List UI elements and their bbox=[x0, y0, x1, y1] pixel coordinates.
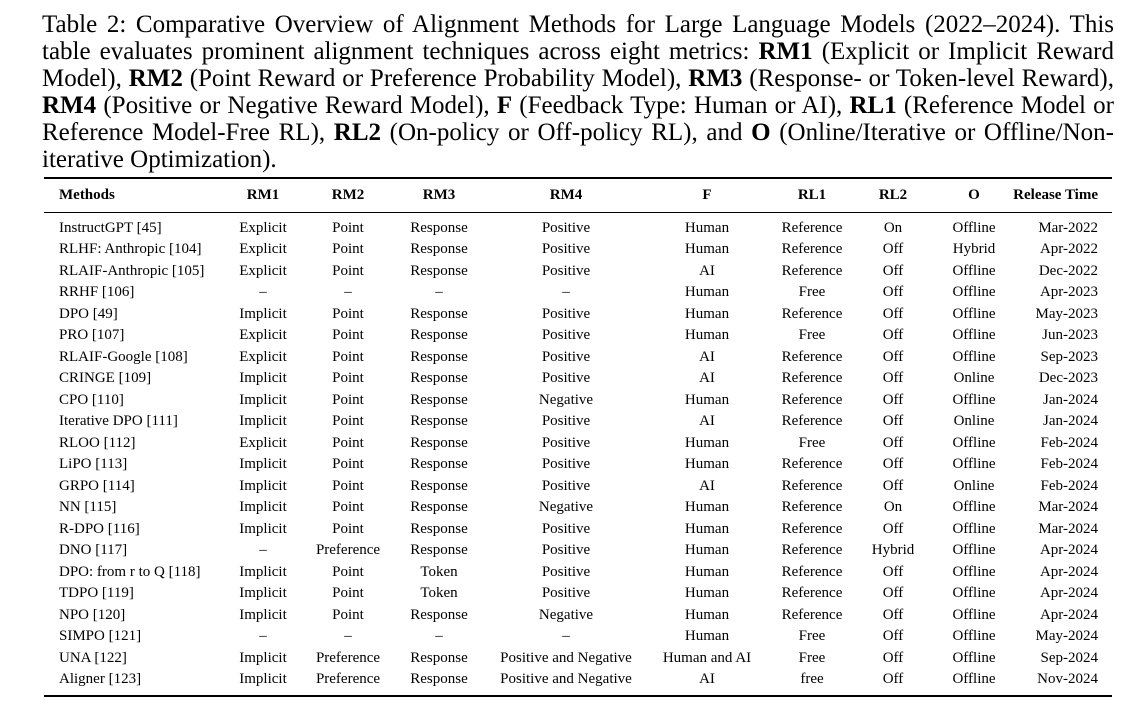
caption-text: (Response- or Token-level Reward), bbox=[742, 65, 1114, 92]
cell-rl2: Off bbox=[882, 585, 904, 601]
cell-rl2: Off bbox=[882, 606, 904, 623]
table-row bbox=[44, 212, 1112, 239]
cell-o: Offline bbox=[952, 456, 996, 472]
cell-rm1: Implicit bbox=[239, 305, 287, 322]
header-release-time: Release Time bbox=[1013, 186, 1098, 203]
header-f: F bbox=[702, 186, 712, 203]
cell-f: Human bbox=[684, 520, 730, 537]
cell-o: Offline bbox=[952, 628, 996, 644]
cell-f: Human bbox=[684, 391, 730, 408]
cell-rm4: Positive bbox=[541, 520, 591, 537]
cell-o: Online bbox=[953, 477, 995, 494]
cell-rm3: Response bbox=[410, 434, 468, 451]
caption-term-rl1: RL1 bbox=[849, 92, 897, 119]
cell-rl2: Off bbox=[882, 284, 904, 300]
cell-rm3: Response bbox=[410, 219, 468, 236]
caption-term-rm1: RM1 bbox=[758, 38, 813, 65]
cell-rl1: Reference bbox=[781, 456, 843, 472]
header-rm2: RM2 bbox=[331, 186, 365, 203]
cell-rm1: Explicit bbox=[239, 348, 287, 365]
cell-o: Offline bbox=[952, 348, 996, 365]
cell-f: AI bbox=[699, 348, 715, 365]
cell-rm2: Point bbox=[332, 606, 364, 623]
cell-rl1: Reference bbox=[781, 477, 843, 494]
cell-release-time: Mar-2022 bbox=[1038, 219, 1098, 236]
caption-text: (Online/Iterative or Offline/Non-iterative Optimization). bbox=[42, 119, 1115, 173]
table-row bbox=[44, 669, 1112, 696]
cell-rm4: Positive bbox=[541, 327, 591, 343]
cell-rl2: Off bbox=[882, 649, 904, 666]
cell-rm4: Positive bbox=[541, 219, 591, 236]
table-row bbox=[44, 519, 1112, 541]
cell-rl2: Off bbox=[882, 671, 904, 687]
cell-rm2: Point bbox=[332, 327, 364, 343]
cell-rm2: Point bbox=[332, 305, 364, 322]
table-row bbox=[44, 368, 1112, 390]
cell-rm1: Explicit bbox=[239, 262, 287, 279]
cell-rm3: Response bbox=[410, 477, 468, 494]
cell-f: Human bbox=[684, 219, 730, 236]
cell-o: Offline bbox=[952, 305, 996, 322]
table-body bbox=[44, 212, 1112, 696]
cell-release-time: Sep-2023 bbox=[1040, 348, 1098, 365]
cell-rm1: Implicit bbox=[239, 413, 287, 429]
cell-rm2: Point bbox=[332, 348, 364, 365]
cell-rm4: Positive bbox=[541, 542, 591, 558]
cell-rm2: – bbox=[344, 284, 352, 300]
cell-rm1: Implicit bbox=[239, 671, 287, 687]
cell-rl1: Reference bbox=[781, 499, 843, 515]
cell-rm1: Explicit bbox=[239, 241, 287, 257]
cell-o: Offline bbox=[952, 649, 996, 666]
caption-label: Table 2: bbox=[42, 11, 127, 38]
cell-rm3: Response bbox=[410, 241, 468, 257]
cell-rm1: Explicit bbox=[239, 434, 287, 451]
table-row bbox=[44, 605, 1112, 627]
cell-rm3: Response bbox=[410, 327, 468, 343]
cell-rm2: Point bbox=[332, 585, 364, 601]
cell-rm2: Point bbox=[332, 477, 364, 494]
comparison-table-container bbox=[44, 177, 1112, 697]
cell-rm4: Positive bbox=[541, 477, 591, 494]
cell-f: Human bbox=[684, 434, 730, 451]
cell-f: AI bbox=[699, 477, 715, 494]
cell-release-time: Jan-2024 bbox=[1043, 413, 1098, 429]
cell-rl2: Off bbox=[882, 563, 904, 580]
cell-o: Offline bbox=[952, 585, 996, 601]
cell-rm4: Negative bbox=[538, 606, 594, 623]
cell-rm1: Implicit bbox=[239, 585, 287, 601]
cell-rm4: Positive bbox=[541, 563, 591, 580]
cell-o: Offline bbox=[952, 606, 996, 623]
cell-release-time: Apr-2024 bbox=[1039, 563, 1098, 580]
cell-rl1: Free bbox=[798, 434, 826, 451]
cell-method: DPO [49] bbox=[59, 305, 118, 322]
table-header-row bbox=[44, 178, 1112, 212]
header-rl1: RL1 bbox=[797, 186, 827, 203]
cell-rm3: Response bbox=[410, 649, 468, 666]
cell-rm3: Token bbox=[420, 563, 458, 580]
table-row bbox=[44, 304, 1112, 326]
cell-release-time: May-2024 bbox=[1035, 628, 1098, 644]
cell-rl1: Reference bbox=[781, 542, 843, 558]
cell-method: RLOO [112] bbox=[59, 434, 136, 451]
cell-rl1: Reference bbox=[781, 606, 843, 623]
cell-f: Human bbox=[684, 284, 730, 300]
cell-rm4: Positive bbox=[541, 262, 591, 279]
cell-rl2: Off bbox=[882, 305, 904, 322]
cell-rm3: Response bbox=[410, 499, 468, 515]
cell-rl1: Reference bbox=[781, 262, 843, 279]
table-row bbox=[44, 282, 1112, 304]
header-rm1: RM1 bbox=[246, 186, 280, 203]
header-rm3: RM3 bbox=[422, 186, 456, 203]
caption-term-rl2: RL2 bbox=[333, 119, 382, 146]
cell-rl1: Free bbox=[798, 628, 826, 644]
cell-rm4: Positive bbox=[541, 348, 591, 365]
cell-o: Offline bbox=[952, 391, 996, 408]
cell-rm2: Preference bbox=[315, 649, 381, 666]
cell-f: AI bbox=[699, 671, 715, 687]
cell-rl1: Reference bbox=[781, 219, 843, 236]
table-row bbox=[44, 497, 1112, 519]
cell-o: Hybrid bbox=[952, 241, 996, 257]
table-row bbox=[44, 261, 1112, 283]
cell-method: Aligner [123] bbox=[59, 671, 142, 687]
cell-f: Human bbox=[684, 305, 730, 322]
cell-rl2: Off bbox=[882, 413, 904, 429]
cell-rm1: Implicit bbox=[239, 391, 287, 408]
cell-rl2: Off bbox=[882, 456, 904, 472]
cell-release-time: Nov-2024 bbox=[1037, 671, 1098, 687]
cell-rm2: Point bbox=[332, 391, 364, 408]
cell-o: Offline bbox=[952, 520, 996, 537]
cell-rm1: Implicit bbox=[239, 456, 287, 472]
cell-rl2: Off bbox=[882, 262, 904, 279]
caption-term-rm4: RM4 bbox=[42, 92, 97, 119]
cell-rm3: Response bbox=[410, 348, 468, 365]
caption-text: Comparative Overview of Alignment Methods for Large Language Models (2022–2024). This table evaluates prominent alignment techniques across eight metrics: bbox=[42, 11, 1114, 65]
cell-rm4: Negative bbox=[538, 499, 594, 515]
cell-rl2: On bbox=[883, 219, 903, 236]
cell-method: LiPO [113] bbox=[59, 456, 128, 472]
cell-rl2: Off bbox=[882, 628, 904, 644]
cell-rm1: Implicit bbox=[239, 649, 287, 666]
header-rm4: RM4 bbox=[549, 186, 583, 203]
cell-release-time: Apr-2024 bbox=[1039, 542, 1098, 558]
cell-rm1: Implicit bbox=[239, 520, 287, 537]
cell-f: Human and AI bbox=[662, 649, 752, 666]
cell-rm4: – bbox=[562, 284, 570, 300]
caption-term-o: O bbox=[751, 119, 771, 146]
cell-rm1: – bbox=[259, 542, 267, 558]
cell-release-time: Mar-2024 bbox=[1038, 499, 1098, 515]
cell-rm2: Point bbox=[332, 456, 364, 472]
cell-rl2: Off bbox=[882, 348, 904, 365]
cell-o: Offline bbox=[952, 327, 996, 343]
cell-o: Offline bbox=[952, 563, 996, 580]
cell-rl2: On bbox=[883, 499, 903, 515]
cell-o: Offline bbox=[952, 671, 996, 687]
cell-method: UNA [122] bbox=[59, 649, 127, 666]
cell-rm4: Positive bbox=[541, 585, 591, 601]
cell-rl1: Reference bbox=[781, 370, 843, 386]
table-row bbox=[44, 540, 1112, 562]
cell-rm4: Positive bbox=[541, 413, 591, 429]
cell-rm1: Implicit bbox=[239, 477, 287, 494]
cell-rm4: Positive bbox=[541, 370, 591, 386]
table-row bbox=[44, 626, 1112, 648]
cell-f: Human bbox=[684, 499, 730, 515]
cell-rm3: Response bbox=[410, 456, 468, 472]
header-methods: Methods bbox=[59, 186, 115, 203]
cell-rm1: Implicit bbox=[239, 499, 287, 515]
cell-rl1: Reference bbox=[781, 413, 843, 429]
cell-rl2: Off bbox=[882, 370, 904, 386]
cell-rm4: Positive bbox=[541, 434, 591, 451]
cell-release-time: Feb-2024 bbox=[1040, 456, 1098, 472]
cell-rm3: Response bbox=[410, 542, 468, 558]
caption-text: (Reference Model or Reference Model-Free RL), bbox=[42, 92, 1114, 146]
cell-f: Human bbox=[684, 563, 730, 580]
comparison-table bbox=[44, 177, 1112, 697]
cell-rm2: Point bbox=[332, 241, 364, 257]
cell-rm4: Positive and Negative bbox=[500, 671, 632, 687]
cell-rm3: Response bbox=[410, 413, 468, 429]
caption-text: (Explicit or Implicit Reward Model), bbox=[42, 38, 1114, 92]
cell-f: Human bbox=[684, 241, 730, 257]
table-row bbox=[44, 648, 1112, 670]
cell-rl2: Off bbox=[882, 241, 904, 257]
cell-rm2: Point bbox=[332, 413, 364, 429]
caption-text: (Positive or Negative Reward Model), bbox=[96, 92, 497, 119]
caption-text: (Point Reward or Preference Probability Model), bbox=[182, 65, 689, 92]
cell-rl1: Free bbox=[798, 327, 826, 343]
cell-f: AI bbox=[699, 262, 715, 279]
cell-rm2: Point bbox=[332, 219, 364, 236]
cell-rm3: Token bbox=[420, 585, 458, 601]
cell-rl1: free bbox=[800, 671, 824, 687]
cell-rm1: Implicit bbox=[239, 606, 287, 623]
cell-rm3: Response bbox=[410, 520, 468, 537]
cell-rl1: Reference bbox=[781, 585, 843, 601]
cell-release-time: Apr-2023 bbox=[1039, 284, 1098, 300]
cell-rl2: Off bbox=[882, 477, 904, 494]
cell-release-time: Feb-2024 bbox=[1040, 434, 1098, 451]
cell-release-time: Dec-2022 bbox=[1038, 262, 1098, 279]
table-row bbox=[44, 583, 1112, 605]
cell-rm3: – bbox=[435, 284, 443, 300]
table-row bbox=[44, 325, 1112, 347]
table-row bbox=[44, 476, 1112, 498]
cell-rm2: Point bbox=[332, 434, 364, 451]
cell-rm2: Point bbox=[332, 499, 364, 515]
table-row bbox=[44, 411, 1112, 433]
cell-rl1: Reference bbox=[781, 391, 843, 408]
cell-release-time: Dec-2023 bbox=[1038, 370, 1098, 386]
caption-text: (On-policy or Off-policy RL), and bbox=[381, 119, 752, 146]
table-row bbox=[44, 454, 1112, 476]
cell-rm4: Positive bbox=[541, 305, 591, 322]
cell-rm1: Explicit bbox=[239, 219, 287, 236]
cell-method: TDPO [119] bbox=[59, 585, 134, 601]
table-row bbox=[44, 347, 1112, 369]
cell-f: Human bbox=[684, 628, 730, 644]
table-row bbox=[44, 562, 1112, 584]
cell-method: DPO: from r to Q [118] bbox=[59, 563, 201, 580]
cell-rm3: Response bbox=[410, 370, 468, 386]
cell-method: R-DPO [116] bbox=[59, 520, 140, 537]
cell-rl1: Reference bbox=[781, 348, 843, 365]
header-rl2: RL2 bbox=[878, 186, 908, 203]
cell-rl2: Off bbox=[882, 520, 904, 537]
cell-rm2: Point bbox=[332, 370, 364, 386]
table-caption bbox=[42, 11, 1114, 173]
cell-method: PRO [107] bbox=[59, 327, 125, 343]
cell-o: Offline bbox=[952, 284, 996, 300]
cell-rl2: Off bbox=[882, 391, 904, 408]
cell-rm2: Point bbox=[332, 262, 364, 279]
cell-rm4: Positive bbox=[541, 241, 591, 257]
cell-rm3: – bbox=[435, 628, 443, 644]
cell-method: SIMPO [121] bbox=[59, 628, 142, 644]
cell-rm2: Preference bbox=[315, 671, 381, 687]
cell-rm4: Positive bbox=[541, 456, 591, 472]
cell-rl1: Reference bbox=[781, 563, 843, 580]
cell-o: Offline bbox=[952, 219, 996, 236]
cell-method: GRPO [114] bbox=[59, 477, 135, 494]
cell-o: Offline bbox=[952, 434, 996, 451]
cell-rm3: Response bbox=[410, 262, 468, 279]
cell-method: DNO [117] bbox=[59, 542, 128, 558]
cell-rm1: – bbox=[259, 284, 267, 300]
cell-rm3: Response bbox=[410, 391, 468, 408]
cell-method: RLHF: Anthropic [104] bbox=[59, 241, 202, 257]
cell-rm2: Point bbox=[332, 563, 364, 580]
cell-release-time: Sep-2024 bbox=[1040, 649, 1098, 666]
cell-o: Offline bbox=[952, 499, 996, 515]
cell-o: Online bbox=[953, 413, 995, 429]
cell-rm1: – bbox=[259, 628, 267, 644]
cell-release-time: Mar-2024 bbox=[1038, 520, 1098, 537]
cell-f: Human bbox=[684, 542, 730, 558]
cell-rl2: Off bbox=[882, 327, 904, 343]
cell-method: NN [115] bbox=[59, 499, 117, 515]
cell-rl1: Reference bbox=[781, 520, 843, 537]
cell-rl2: Hybrid bbox=[871, 542, 915, 558]
cell-f: Human bbox=[684, 606, 730, 623]
cell-rl1: Reference bbox=[781, 305, 843, 322]
caption-term-rm3: RM3 bbox=[688, 65, 743, 92]
cell-release-time: Apr-2022 bbox=[1039, 241, 1098, 257]
cell-rm4: Negative bbox=[538, 391, 594, 408]
cell-release-time: Jun-2023 bbox=[1042, 327, 1098, 343]
cell-f: Human bbox=[684, 585, 730, 601]
cell-method: InstructGPT [45] bbox=[59, 219, 162, 236]
cell-rl1: Free bbox=[798, 649, 826, 666]
cell-rm1: Implicit bbox=[239, 563, 287, 580]
cell-o: Offline bbox=[952, 542, 996, 558]
cell-rm3: Response bbox=[410, 606, 468, 623]
cell-f: AI bbox=[699, 370, 715, 386]
cell-method: CPO [110] bbox=[59, 391, 124, 408]
cell-release-time: Feb-2024 bbox=[1040, 477, 1098, 494]
caption-text: (Feedback Type: Human or AI), bbox=[512, 92, 850, 119]
cell-rm4: – bbox=[562, 628, 570, 644]
cell-rm1: Implicit bbox=[239, 370, 287, 386]
caption-term-rm2: RM2 bbox=[128, 65, 183, 92]
caption-term-f: F bbox=[496, 92, 513, 119]
table-row bbox=[44, 239, 1112, 261]
cell-rm4: Positive and Negative bbox=[500, 649, 632, 666]
cell-f: Human bbox=[684, 456, 730, 472]
cell-rm2: – bbox=[344, 628, 352, 644]
cell-f: AI bbox=[699, 413, 715, 429]
cell-rm2: Preference bbox=[315, 542, 381, 558]
table-row bbox=[44, 390, 1112, 412]
cell-rl1: Free bbox=[798, 284, 826, 300]
cell-o: Online bbox=[953, 370, 995, 386]
cell-release-time: Apr-2024 bbox=[1039, 585, 1098, 601]
cell-rm3: Response bbox=[410, 305, 468, 322]
cell-release-time: Jan-2024 bbox=[1043, 391, 1098, 408]
cell-method: RLAIF-Anthropic [105] bbox=[59, 262, 205, 279]
cell-method: Iterative DPO [111] bbox=[59, 413, 178, 429]
cell-release-time: May-2023 bbox=[1035, 305, 1098, 322]
cell-rm2: Point bbox=[332, 520, 364, 537]
cell-release-time: Apr-2024 bbox=[1039, 606, 1098, 623]
cell-method: CRINGE [109] bbox=[59, 370, 152, 386]
cell-method: RLAIF-Google [108] bbox=[59, 348, 188, 365]
header-o: O bbox=[968, 186, 980, 203]
cell-rm1: Explicit bbox=[239, 327, 287, 343]
cell-rl2: Off bbox=[882, 434, 904, 451]
table-row bbox=[44, 433, 1112, 455]
cell-method: NPO [120] bbox=[59, 606, 126, 623]
cell-rm3: Response bbox=[410, 671, 468, 687]
cell-o: Offline bbox=[952, 262, 996, 279]
cell-f: Human bbox=[684, 327, 730, 343]
cell-rl1: Reference bbox=[781, 241, 843, 257]
cell-method: RRHF [106] bbox=[59, 284, 135, 300]
